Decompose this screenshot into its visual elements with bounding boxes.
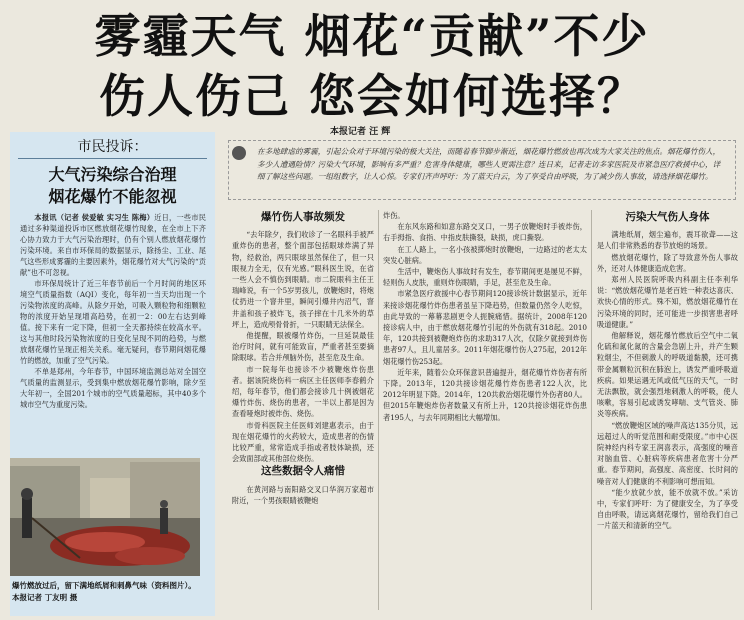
paragraph: 满地纸屑，烟尘遍布，震耳欲聋——这是人们非常熟悉的春节放炮的场景。 [597, 230, 738, 251]
paragraph: 炸伤。 [383, 211, 405, 220]
sidebar-title-line-1: 大气污染综合治理 [48, 165, 177, 184]
paragraph: “燃放鞭炮区域的噪声高达135分贝，远远超过人的听觉范围和耐受限度。”市中心医院神经内科专家王润喜表示，高强度的噪音对脑血管、心脏病等疾病患者危害十分严重。春节期间，高强度、高密度、长时间的噪音对人们健康的不利影响可想而知。 [597, 420, 738, 486]
section-heading: 爆竹伤人事故频发 [261, 211, 345, 223]
bullet-icon [232, 146, 246, 160]
intro-box [228, 140, 736, 200]
sidebar-paragraph [20, 212, 206, 278]
paragraph: 在东风东路和如意东路交叉口，一男子放鞭炮时手被炸伤，右手拇指、食指、中指皮肤撕裂，缺损，虎口撕裂。 [383, 222, 587, 243]
paragraph: “去年除夕，我们收诊了一名眼科手被严重炸伤的患者，整个面部包括眼球炸满了异物，经救治，两只眼球虽然保住了，但一只眼视力全无，仅有光感。”眼科医生说，在省一些人会不慎伤到眼睛。市二院眼科主任王瑞峰说，有一个5岁男孩儿，放鞭炮时，将炮仗扔进一个窨井里，瞬间引爆井内沼气，窨井盖和孩子被炸飞，孩子摔在十几米外的草坪上，造成颅骨骨折，一只眼睛无法保全。 [232, 230, 374, 329]
paragraph: 他解释说，烟花爆竹燃放后空气中二氧化硫和氮化氮的含量会急剧上升，并产生颗粒烟尘，不但刺激人的呼吸道黏膜，还可携带金属颗粒沉积在肺泡上，诱发严重呼吸道疾病。如果运遇无风或低气压的天气，一时无法飘散，就会强烈地刺激人的呼吸，使人咳嗽，容易引起或诱发哮喘、支气管炎、肺炎等疾病。 [597, 331, 738, 419]
paragraph: 市骨科医院主任医师刘建惠表示，由于现在烟花爆竹的火药较大，造成患者的伤情比较严重，常常造成手指或者肢体缺损，还会致面部或其他部位烧伤。 [232, 420, 374, 464]
column-divider [378, 210, 379, 610]
firecracker-photo-illustration [10, 458, 200, 576]
paragraph: 在工人路上，一名小孩被掷炮时放鞭炮，一边路过的老太太突发心脏病。 [383, 244, 587, 265]
caption-credit: 本报记者 丁友明 摄 [12, 593, 78, 602]
paragraph: 郑州人民医院呼吸内科副主任李利华说：“燃放烟花爆竹是老百姓一种表达喜庆、欢快心情的形式。殊不知，燃放烟花爆竹在污染环境的同时，还可能进一步损害患者呼吸道健康。” [597, 275, 738, 329]
paragraph: 市一院每年也接诊不少被鞭炮炸伤患者。据该院烧伤科一病区主任医师李春鹤介绍，每年春节，他们都会接诊几十例被烟花爆竹炸伤、烧伤的患者，一半以上都是因为查看哑炮时被炸伤、烧伤。 [232, 364, 374, 419]
caption-text: 爆竹燃放过后，留下满地纸屑和刺鼻气味（资料图片）。 [12, 581, 196, 590]
byline: 本报记者 汪 辉 [330, 127, 391, 137]
article-column-2 [383, 210, 587, 610]
sidebar-paragraph: 市环保局统计了近三年春节前后一个月时间的地区环境空气质量指数（AQI）变化，每年初一当天均出现一个污染物浓度的高峰。从除夕开始，可吸入颗粒物和细颗粒物的浓度开始呈现增高趋势，在初一2：00左右达到峰值。接下来有一定下降，但初一全天都持续在较高水平。这与其他时段污染物浓度的日变化呈现不同的趋势，与燃放烟花爆竹呈现正相关关系。毫无疑问，春节期间烟花爆竹的燃放，加重了空气污染。 [20, 279, 206, 365]
paragraph: 他提醒，眼被爆竹炸伤，一旦延误最佳治疗时间，就有可能致盲，严重者甚至要摘除眼球。若合并颅脑外伤，甚至危及生命。 [232, 331, 374, 363]
headline-line-1: 雾霾天气 烟花“贡献”不少 [94, 9, 650, 63]
sidebar-title-line-2: 烟花爆竹不能忽视 [48, 187, 177, 206]
intro-text: 在多地肆虐的雾霾，引起公众对于环境污染的极大关注，而随着春节脚步渐近，烟花爆竹燃放也再次成为大家关注的焦点。烟花爆竹伤人，多少人遭遇险情？污染大气环境，影响有多严重？危害身体健康，哪些人更需注意？连日来，记者走访多家医院及市紧急医疗救援中心，详细了解这些问题。一组组数字，让人心惊。专家们齐声呼吁：为了蓝天白云，为了享受自由呼吸，为了减少伤人事故，请选择烟花爆竹。 [257, 147, 721, 181]
sidebar-paragraph-text: 近日，一些市民通过多种渠道投诉市区燃放烟花爆竹现象，在全市上下齐心协力致力于大气污染治理时，仍有个别人燃放烟花爆竹污染环境。来自市环保局的数据显示，除扬尘、工业、尾气这些形成雾霾的主要因素外，烟花爆竹对大气污染的“贡献”也不可忽视。 [20, 213, 206, 277]
column-divider [591, 210, 592, 610]
headline [0, 6, 744, 126]
section-heading: 污染大气伤人身体 [625, 211, 710, 223]
sidebar-title [10, 164, 215, 208]
paragraph: 燃放烟花爆竹，除了导致意外伤人事故外，还对人体健康造成危害。 [597, 252, 738, 273]
article-column-1 [232, 210, 374, 610]
photo-caption [12, 580, 200, 604]
paragraph: “能少放就少放，能不放就不放。”采访中，专家们呼吁：为了健康安全，为了享受自由呼吸，请远离烟花爆竹，留给我们自己一片蓝天和清新的空气。 [597, 487, 738, 531]
headline-line-2: 伤人伤己 您会如何选择？ [98, 69, 645, 123]
paragraph: 近年来，随着公众环保意识普遍提升，烟花爆竹炸伤者有所下降。2013年，120共接诊烟花爆竹炸伤患者122人次，比2012年明显下降。2014年，120共救治烟花爆竹外伤者80人。但2015年鞭炮炸伤者数量又有所上升，120共接诊烟花炸伤患者195人，与去年同期相比大幅增加。 [383, 367, 587, 422]
section-heading: 这些数据令人痛惜 [261, 465, 345, 478]
article-column-3 [597, 210, 738, 610]
paragraph: 生活中，鞭炮伤人事故时有发生，春节期间更是屡见不鲜，轻则伤人皮肤，重则炸伤眼睛，手足，甚至危及生命。 [383, 267, 587, 288]
paragraph: 在黄河路与南阳路交叉口华润万家超市附近，一个男孩眼睛被鞭炮 [232, 484, 374, 505]
sidebar-lead: 本报讯（记者 侯爱敏 实习生 陈梅） [34, 213, 155, 222]
firecracker-photo [10, 458, 200, 576]
sidebar-paragraph: 不单是郑州，今年春节，中国环境监测总站对全国空气质量的监测显示，受到集中燃放烟花爆竹影响，除夕至大年初一，全国201个城市的空气质量超标，其中40多个城市空气为重度污染。 [20, 367, 206, 409]
paragraph: 市紧急医疗救援中心春节期间120接诊统计数据显示，近年来接诊烟花爆竹炸伤患者虽呈下降趋势，但数量仍然令人吃惊，由此导致的一幕幕悲剧更令人扼腕痛惜。据统计，2008年120接诊病人中，由于燃放烟花爆竹引起的外伤就有318起。2010年，120共接到被鞭炮炸伤的求助317人次，仅除夕就接到炸伤患者97人，且儿童居多。2011年烟花爆竹伤人275起，2012年烟花爆竹伤253起。 [383, 289, 587, 366]
kicker-rule [18, 158, 207, 159]
sidebar-kicker: 市民投诉： [77, 139, 148, 155]
